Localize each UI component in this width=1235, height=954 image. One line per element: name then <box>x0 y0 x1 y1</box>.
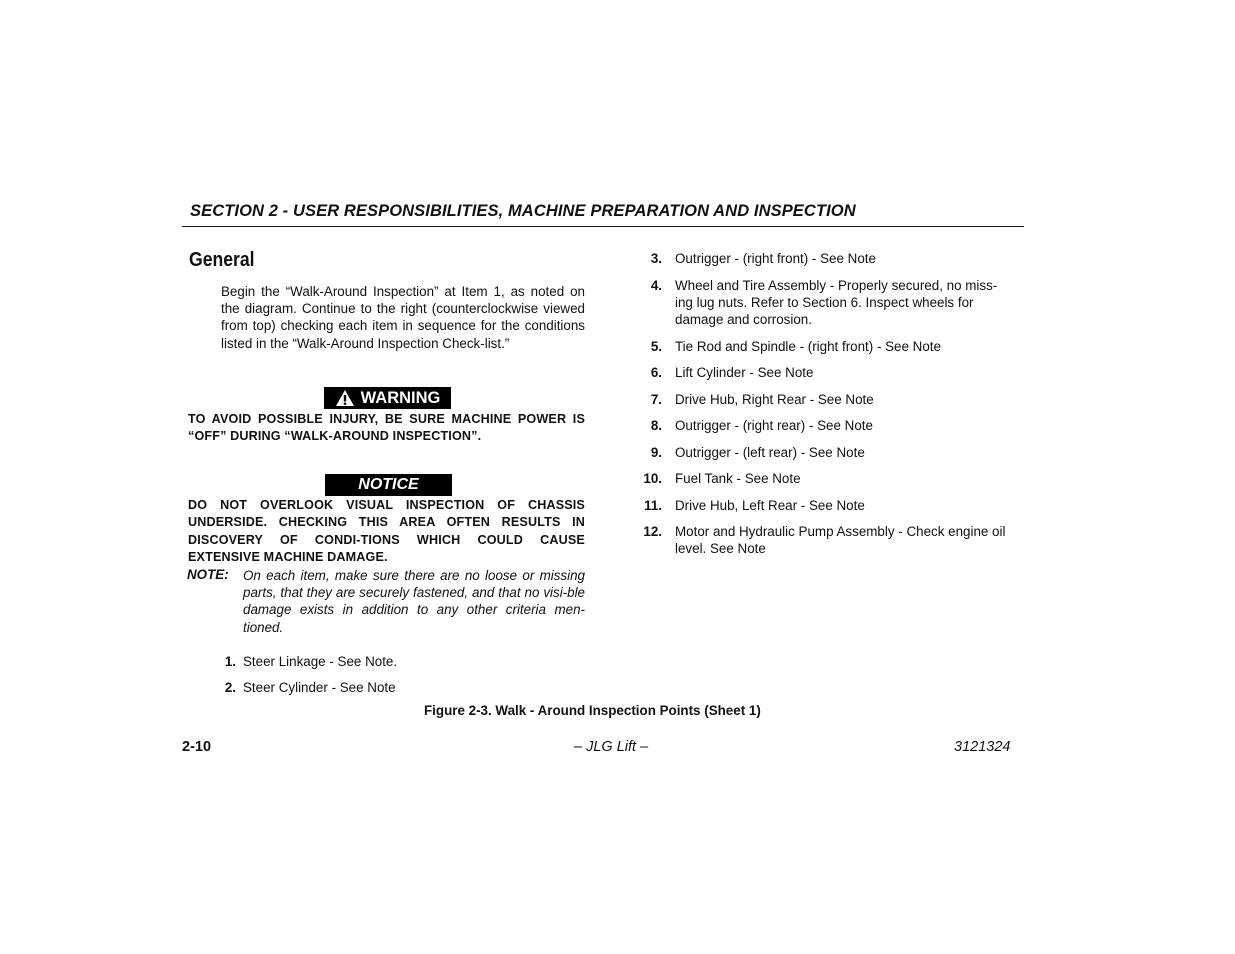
item-number: 11. <box>644 498 662 513</box>
warning-label: WARNING <box>360 388 441 407</box>
item-text: Outrigger - (right rear) - See Note <box>675 418 873 433</box>
warning-triangle-icon <box>335 389 355 407</box>
item-text: Steer Linkage - See Note. <box>243 654 398 669</box>
item-number: 6. <box>650 365 662 380</box>
page-number: 2-10 <box>182 739 212 755</box>
document-number: 3121324 <box>954 739 1011 755</box>
item-text: Drive Hub, Right Rear - See Note <box>675 392 874 407</box>
item-number: 4. <box>650 278 662 293</box>
general-heading: General <box>189 249 255 271</box>
header-rule <box>182 226 1024 227</box>
note-text: On each item, make sure there are no loose or missing parts, that they are securely fastened, and that no visi-ble damage exists in addition to any other criteria men-tioned. <box>243 568 585 635</box>
item-text: Fuel Tank - See Note <box>675 471 801 486</box>
figure-caption: Figure 2-3. Walk - Around Inspection Points (Sheet 1) <box>424 703 761 718</box>
note-label: NOTE: <box>187 567 229 582</box>
section-title: SECTION 2 - USER RESPONSIBILITIES, MACHINE PREPARATION AND INSPECTION <box>190 202 856 220</box>
notice-badge <box>325 474 452 496</box>
notice-label: NOTICE <box>358 476 419 493</box>
item-number: 12. <box>643 524 662 539</box>
item-text: Outrigger - (right front) - See Note <box>675 251 876 266</box>
item-text: Wheel and Tire Assembly - Properly secured, no miss-ing lug nuts. Refer to Section 6. Inspect wheels for damage and corrosion. <box>675 278 998 328</box>
item-number: 5. <box>650 339 662 354</box>
footer-brand: – JLG Lift – <box>574 739 649 755</box>
item-text: Tie Rod and Spindle - (right front) - See Note <box>675 339 941 354</box>
item-number: 3. <box>650 251 662 266</box>
warning-text: TO AVOID POSSIBLE INJURY, BE SURE MACHINE POWER IS “OFF” DURING “WALK-AROUND INSPECTION”. <box>188 412 585 444</box>
item-number: 10. <box>643 471 662 486</box>
item-number: 7. <box>650 392 662 407</box>
item-text: Motor and Hydraulic Pump Assembly - Check engine oil level. See Note <box>675 524 1006 557</box>
item-number: 1. <box>224 654 236 669</box>
notice-text: DO NOT OVERLOOK VISUAL INSPECTION OF CHASSIS UNDERSIDE. CHECKING THIS AREA OFTEN RESULTS IN DISCOVERY OF CONDI-TIONS WHICH COULD CAUSE EXTENSIVE MACHINE DAMAGE. <box>188 498 585 565</box>
item-text: Lift Cylinder - See Note <box>675 365 814 380</box>
item-number: 9. <box>650 445 662 460</box>
item-text: Drive Hub, Left Rear - See Note <box>675 498 865 513</box>
item-text: Outrigger - (left rear) - See Note <box>675 445 865 460</box>
item-text: Steer Cylinder - See Note <box>243 680 396 695</box>
warning-badge <box>324 387 451 409</box>
item-number: 2. <box>224 680 236 695</box>
item-number: 8. <box>650 418 662 433</box>
intro-paragraph: Begin the “Walk-Around Inspection” at Item 1, as noted on the diagram. Continue to the right (counterclockwise viewed from top) checking each item in sequence for the conditions listed in the “Walk-Around Inspection Check-list.” <box>221 284 585 351</box>
